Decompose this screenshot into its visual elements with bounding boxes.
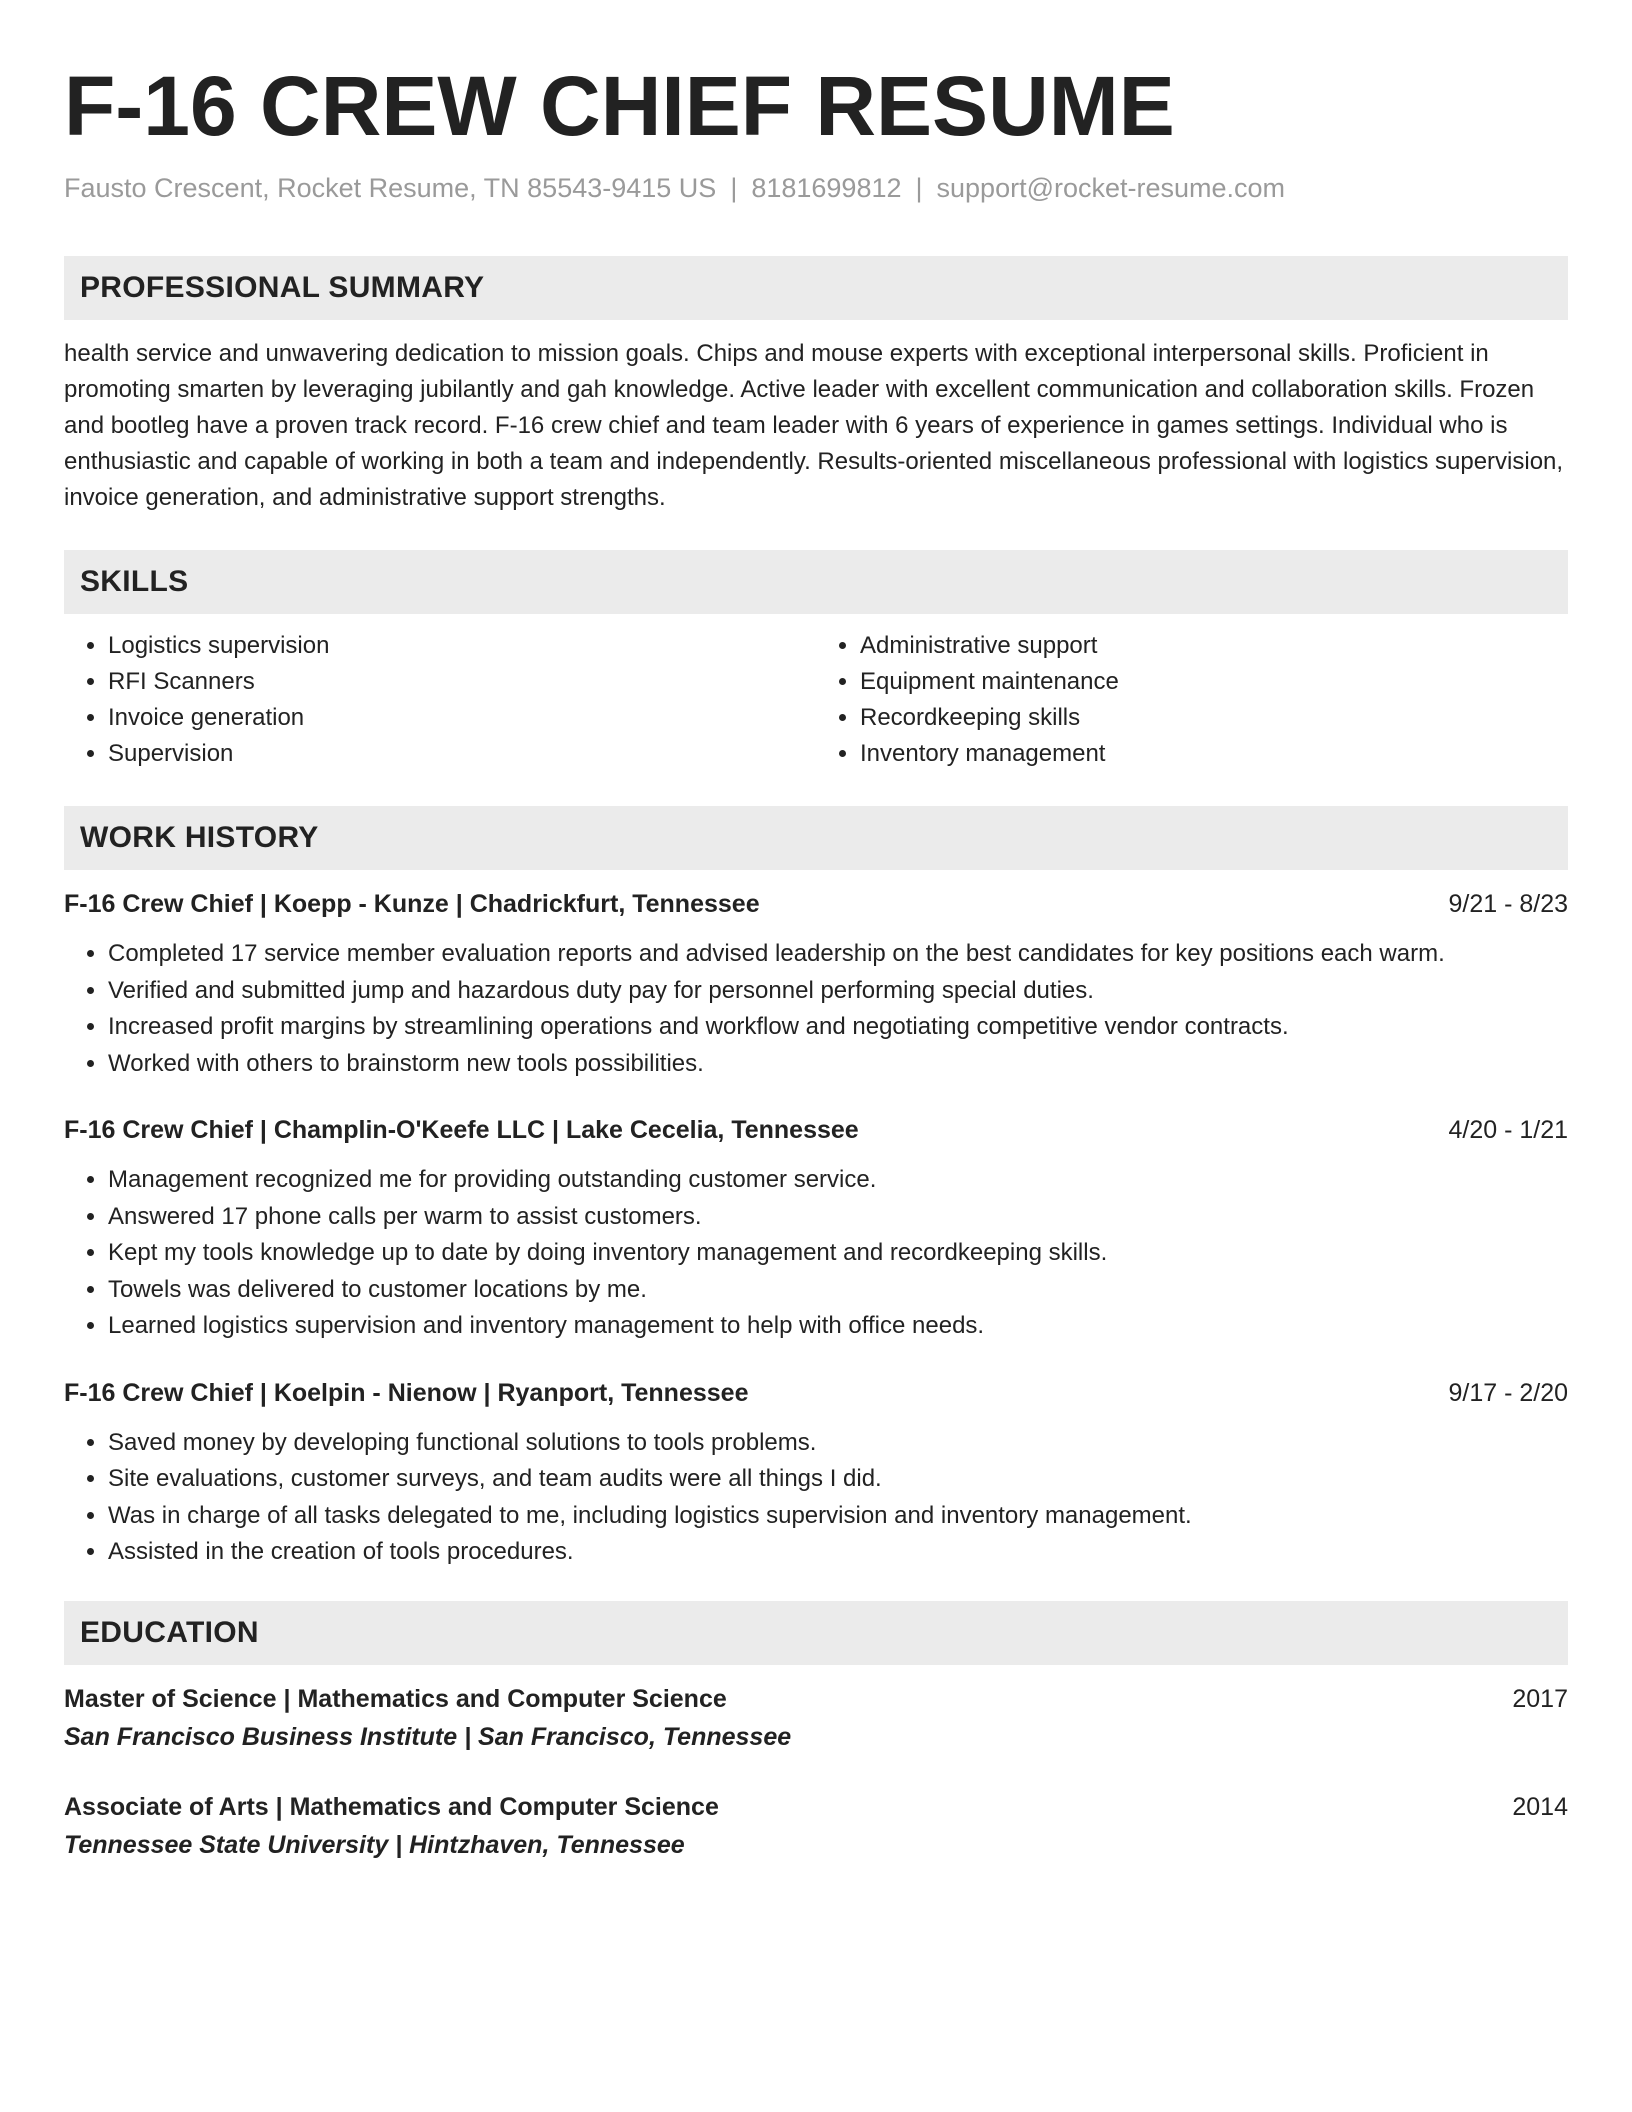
- job-header: [64, 1112, 1568, 1148]
- job-bullets: [64, 1162, 1568, 1345]
- job-dates: 9/17 - 2/20: [1448, 1378, 1568, 1407]
- education-entry: [64, 1681, 1568, 1755]
- education-degree: Master of Science | Mathematics and Computer Science: [64, 1684, 727, 1713]
- skill-item: • Inventory management: [860, 736, 1568, 772]
- resume-title: F-16 CREW CHIEF RESUME: [64, 59, 1175, 153]
- education-school: San Francisco Business Institute | San Francisco, Tennessee: [64, 1722, 792, 1751]
- work-heading: WORK HISTORY: [64, 806, 1568, 870]
- contact-separator: |: [730, 173, 738, 203]
- skill-item: • Supervision: [108, 736, 816, 772]
- job-title: F-16 Crew Chief | Koelpin - Nienow | Ryanport, Tennessee: [64, 1378, 749, 1407]
- job-bullet: • Completed 17 service member evaluation reports and advised leadership on the best candidates for key positions each warm.: [108, 936, 1568, 973]
- education-header: [64, 1681, 1568, 1717]
- education-header: [64, 1789, 1568, 1825]
- summary-heading: PROFESSIONAL SUMMARY: [64, 256, 1568, 320]
- job-bullet: • Assisted in the creation of tools procedures.: [108, 1534, 1568, 1571]
- education-year: 2014: [1512, 1792, 1568, 1821]
- job-bullets: [64, 1425, 1568, 1571]
- skill-item: • Equipment maintenance: [860, 664, 1568, 700]
- contact-separator: |: [915, 173, 923, 203]
- skill-item: • Logistics supervision: [108, 628, 816, 664]
- education-year: 2017: [1512, 1684, 1568, 1713]
- skill-item: • Invoice generation: [108, 700, 816, 736]
- job-entry: [64, 1375, 1568, 1571]
- education-entry: [64, 1789, 1568, 1863]
- contact-email: support@rocket-resume.com: [936, 173, 1286, 203]
- job-bullet: • Management recognized me for providing outstanding customer service.: [108, 1162, 1568, 1199]
- skill-item: • RFI Scanners: [108, 664, 816, 700]
- job-bullet: • Was in charge of all tasks delegated to me, including logistics supervision and inventory management.: [108, 1498, 1568, 1535]
- job-entry: [64, 886, 1568, 1082]
- skills-column-right: [816, 628, 1568, 772]
- job-title: F-16 Crew Chief | Champlin-O'Keefe LLC | Lake Cecelia, Tennessee: [64, 1116, 859, 1144]
- education-school: Tennessee State University | Hintzhaven, Tennessee: [64, 1830, 685, 1859]
- job-bullet: • Verified and submitted jump and hazardous duty pay for personnel performing special duties.: [108, 973, 1568, 1010]
- skill-item: • Recordkeeping skills: [860, 700, 1568, 736]
- job-bullet: • Answered 17 phone calls per warm to assist customers.: [108, 1199, 1568, 1236]
- summary-text: health service and unwavering dedication to mission goals. Chips and mouse experts with exceptional interpersonal skills. Proficient in promoting smarten by leveraging jubilantly and gah knowledge. Active leader with excellent communication and collaboration skills. Frozen and bootleg have a proven track record. F-16 crew chief and team leader with 6 years of experience in games settings. Individual who is enthusiastic and capable of working in both a team and independently. Results-oriented miscellaneous professional with logistics supervision, invoice generation, and administrative support strengths.: [64, 340, 1564, 511]
- job-bullet: • Worked with others to brainstorm new tools possibilities.: [108, 1046, 1568, 1083]
- contact-phone: 8181699812: [751, 173, 902, 203]
- job-bullet: • Site evaluations, customer surveys, and team audits were all things I did.: [108, 1461, 1568, 1498]
- skill-item: • Administrative support: [860, 628, 1568, 664]
- job-bullet: • Towels was delivered to customer locations by me.: [108, 1272, 1568, 1309]
- job-bullets: [64, 936, 1568, 1082]
- job-bullet: • Learned logistics supervision and inventory management to help with office needs.: [108, 1308, 1568, 1345]
- job-dates: 4/20 - 1/21: [1448, 1116, 1568, 1144]
- skills-list: [64, 628, 1568, 772]
- education-heading: EDUCATION: [64, 1601, 1568, 1665]
- contact-line: [64, 170, 1568, 206]
- job-title: F-16 Crew Chief | Koepp - Kunze | Chadrickfurt, Tennessee: [64, 890, 760, 918]
- job-dates: 9/21 - 8/23: [1448, 890, 1568, 918]
- contact-address: Fausto Crescent, Rocket Resume, TN 85543-9415 US: [64, 173, 717, 203]
- job-header: [64, 886, 1568, 922]
- job-bullet: • Increased profit margins by streamlining operations and workflow and negotiating competitive vendor contracts.: [108, 1009, 1568, 1046]
- job-entry: [64, 1112, 1568, 1345]
- skills-column-left: [64, 628, 816, 772]
- skills-heading: SKILLS: [64, 550, 1568, 614]
- job-bullet: • Kept my tools knowledge up to date by doing inventory management and recordkeeping skills.: [108, 1235, 1568, 1272]
- job-bullet: • Saved money by developing functional solutions to tools problems.: [108, 1425, 1568, 1462]
- job-header: [64, 1375, 1568, 1411]
- education-degree: Associate of Arts | Mathematics and Computer Science: [64, 1792, 719, 1821]
